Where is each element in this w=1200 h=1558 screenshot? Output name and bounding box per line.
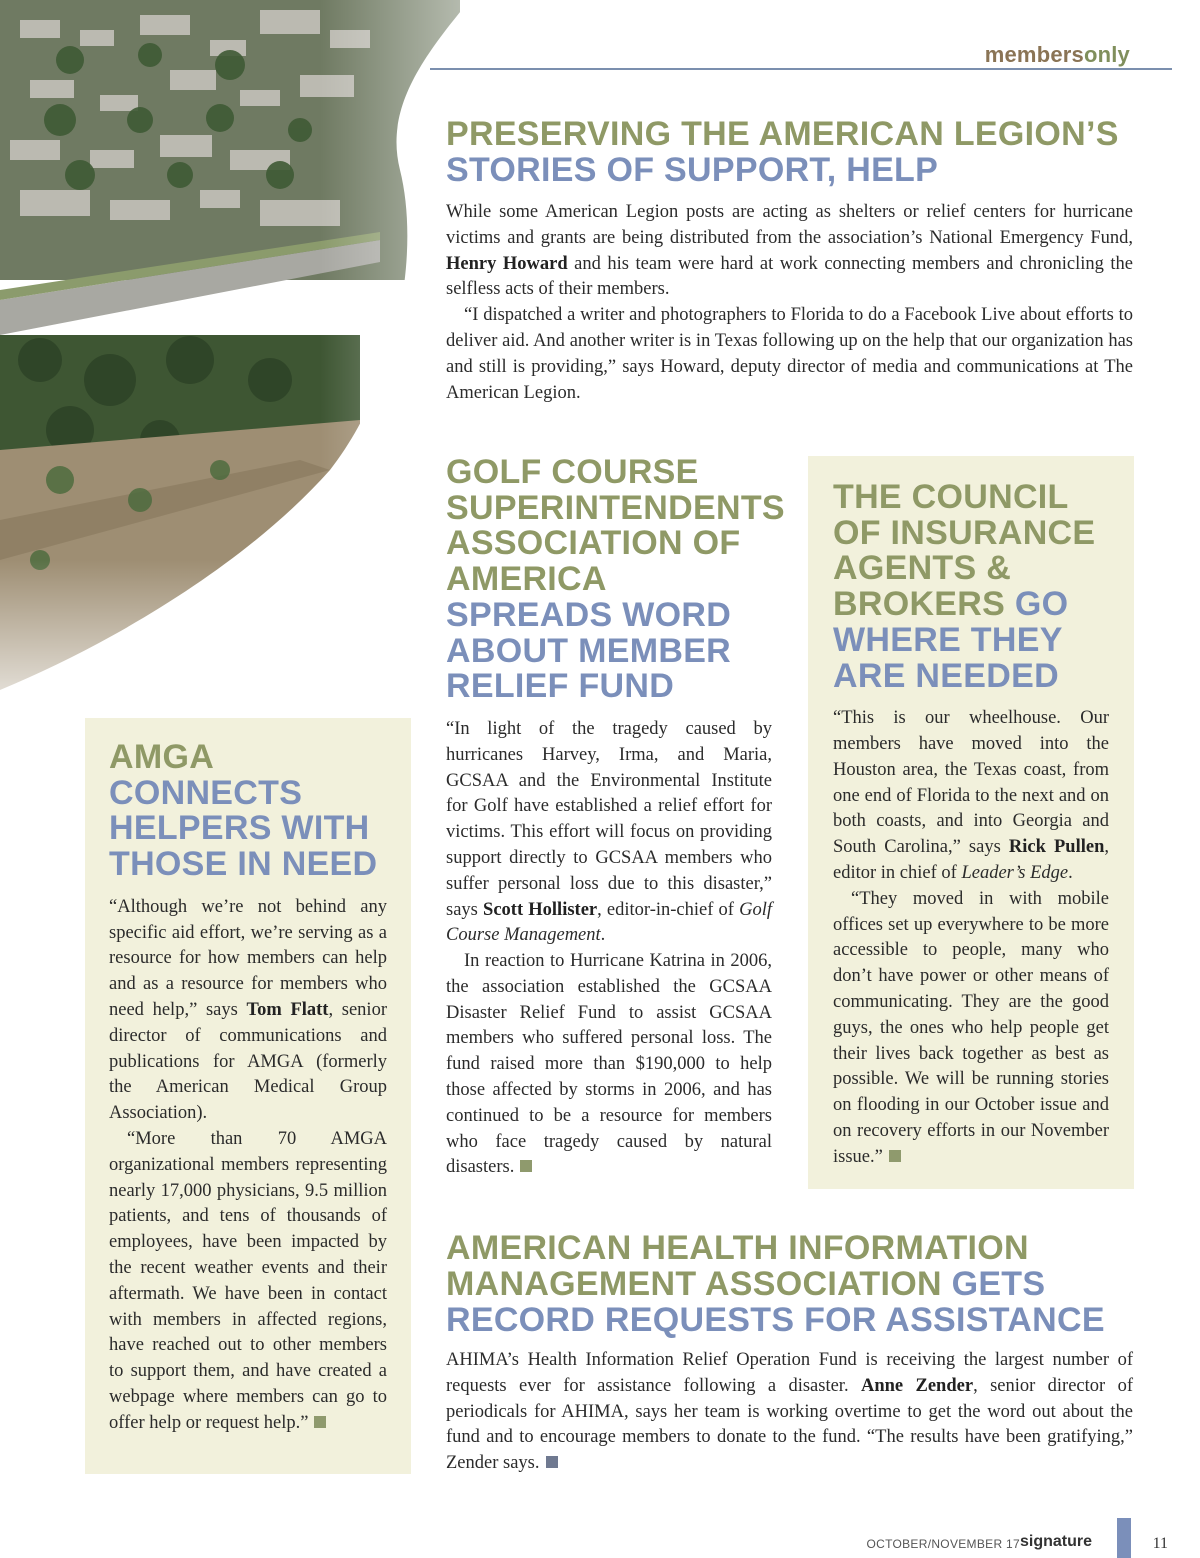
paragraph (446, 1348, 1133, 1477)
text-run: AHIMA’s Health Information Relief Operation Fund is receiving the largest number of requests ever for assistance following a disaster. (446, 1350, 1133, 1396)
section-label (985, 42, 1130, 68)
text-run: “More than 70 AMGA organizational members representing nearly 17,000 physicians, 9.5 million patients, and tens of thousands of employees, have been impacted by the recent weather events and their aftermath. We have been in contact with members in affected regions, have reached out to other members to support them, and have created a webpage where members can go to offer help or request help.” (109, 1128, 387, 1433)
text-run: , editor in chief of (833, 837, 1110, 883)
article-headline (446, 1230, 1133, 1338)
article-gcsaa (446, 453, 785, 1181)
article-ahima (446, 1230, 1133, 1477)
end-mark (314, 1416, 326, 1428)
text-run: . (600, 925, 606, 946)
paragraph (109, 1127, 387, 1437)
publication-title: Golf Course Management (446, 899, 773, 946)
section-label-only: only (1083, 42, 1130, 67)
headline-part-blue: GETS RECORD REQUESTS FOR ASSISTANCE (446, 1265, 1105, 1339)
headline-part-olive: GOLF COURSE SUPERINTENDENTS ASSOCIATION OF AMERICA (446, 453, 785, 599)
paragraph (446, 717, 772, 949)
text-run: and his team were hard at work connecting members and chronicling the selfless acts of their members. (446, 253, 1133, 300)
paragraph (109, 895, 387, 1127)
footer-accent-bar (1117, 1518, 1131, 1558)
header-rule (430, 68, 1172, 70)
headline-part-blue: STORIES OF SUPPORT, HELP (446, 151, 939, 189)
article-body (446, 1348, 1133, 1477)
text-run: “They moved in with mobile offices set up everywhere to be more accessible to people, many who don’t have power or other means of communicating. They are the good guys, the ones who help people get their lives back together as best as possible. We will be running stories on flooding in our October issue and on recovery efforts in our November issue.” (833, 888, 1109, 1167)
paragraph (833, 706, 1109, 887)
end-mark (889, 1150, 901, 1162)
paragraph (446, 949, 772, 1181)
headline-part-olive: AMERICAN HEALTH INFORMATION MANAGEMENT ASSOCIATION (446, 1229, 1029, 1303)
footer-magazine-name: signature (1019, 1533, 1092, 1550)
person-name: Henry Howard (446, 253, 568, 274)
paragraph (446, 303, 1133, 406)
text-run: “I dispatched a writer and photographers to Florida to do a Facebook Live about efforts to deliver aid. And another writer is in Texas following up on the help that our organization has and still is providing,” says Howard, deputy director of media and communications at The American Legion. (446, 305, 1133, 403)
section-label-members: members (984, 42, 1084, 67)
article-body (109, 895, 387, 1437)
article-american-legion (446, 116, 1133, 406)
end-mark (520, 1160, 532, 1172)
headline-part-blue: CONNECTS HELPERS WITH THOSE IN NEED (109, 773, 378, 884)
publication-title: Leader’s Edge (961, 863, 1069, 883)
article-body (446, 717, 772, 1181)
headline-part-olive: AMGA (109, 738, 213, 776)
text-run: In reaction to Hurricane Katrina in 2006, the association established the GCSAA Disaster Relief Fund to assist GCSAA members who suffered personal loss. The fund raised more than $190,000 to help those affected by storms in 2006, and has continued to be a resource for members who face tragedy caused by natural disasters. (446, 951, 772, 1178)
box-content (109, 740, 387, 1437)
text-run: “Although we’re not behind any specific aid effort, we’re serving as a resource for how members can help and as a resource for members who need help,” says (109, 896, 387, 1020)
text-run: , senior director of communications and publications for AMGA (formerly the American Medical Group Association). (109, 1000, 387, 1124)
article-ciab-box (808, 456, 1134, 1189)
text-run: , senior director of periodicals for AHIMA, says her team is working overtime to get the word out about the fund and to encourage members to donate to the fund. “The results have been gratifying,” Zender says. (446, 1375, 1133, 1474)
article-headline (446, 453, 785, 706)
person-name: Scott Hollister (483, 899, 598, 920)
paragraph (833, 887, 1109, 1171)
text-run: “This is our wheelhouse. Our members have moved into the Houston area, the Texas coast, from one end of Florida to the next and on both coasts, and into Georgia and South Carolina,” says (833, 708, 1109, 858)
headline-part-olive: THE COUNCIL OF INSURANCE AGENTS & BROKERS (833, 478, 1096, 624)
box-content (833, 480, 1109, 1171)
headline-part-blue: GO WHERE THEY ARE NEEDED (833, 585, 1069, 695)
person-name: Rick Pullen (1008, 837, 1105, 858)
article-headline (109, 740, 387, 883)
page-number: 11 (1152, 1535, 1168, 1552)
article-headline (833, 480, 1109, 694)
headline-part-olive: PRESERVING THE AMERICAN LEGION’S (446, 115, 1119, 153)
person-name: Tom Flatt (246, 1000, 329, 1020)
text-run: While some American Legion posts are acting as shelters or relief centers for hurricane victims and grants are being distributed from the association’s National Emergency Fund, (446, 202, 1133, 248)
paragraph (446, 200, 1133, 303)
article-body (446, 200, 1133, 406)
article-amga-box (85, 718, 411, 1474)
article-body (833, 706, 1109, 1170)
end-mark (546, 1456, 558, 1468)
text-run: “In light of the tragedy caused by hurricanes Harvey, Irma, and Maria, GCSAA and the Environmental Institute for Golf have established a relief effort for victims. This effort will focus on providing support directly to GCSAA members who suffer personal loss due to this disaster,” says (446, 718, 772, 920)
headline-part-blue: SPREADS WORD ABOUT MEMBER RELIEF FUND (446, 595, 732, 706)
person-name: Anne Zender (860, 1375, 974, 1396)
text-run: . (1068, 863, 1073, 883)
article-headline (446, 116, 1133, 188)
footer-issue-date: OCTOBER/NOVEMBER 17 (866, 1537, 1020, 1551)
text-run: , editor-in-chief of (597, 899, 734, 920)
